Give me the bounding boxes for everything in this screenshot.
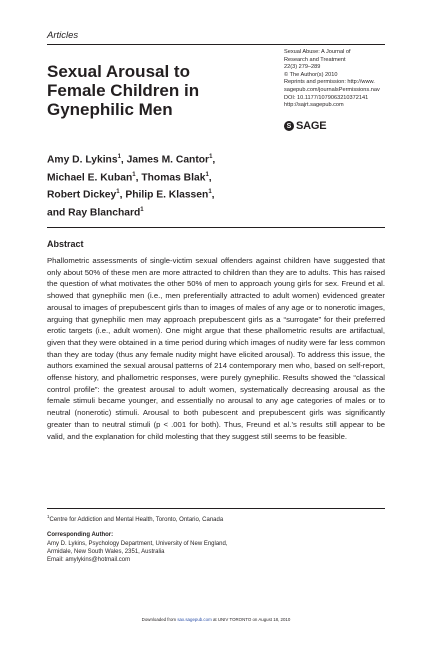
author-separator: , (135, 172, 142, 184)
author-affiliation-mark: 1 (132, 171, 136, 178)
corresponding-author-email: Email: amylykins@hotmail.com (47, 557, 131, 563)
author-separator: , (120, 154, 127, 166)
affiliation-text: Centre for Addiction and Mental Health, Toronto, Ontario, Canada (49, 517, 224, 523)
author-separator: , (208, 172, 212, 184)
journal-info-line: sagepub.com/journalsPermissions.nav (284, 86, 380, 93)
author-name: Philip E. Klassen (125, 189, 209, 201)
author-separator: , (119, 189, 126, 201)
publisher-logo (284, 120, 326, 132)
footnote-rule (47, 508, 385, 509)
author-affiliation-mark: 1 (116, 189, 120, 196)
author-separator: , (211, 189, 215, 201)
top-rule (47, 44, 385, 45)
section-label: Articles (47, 30, 79, 41)
author-name: James M. Cantor (126, 154, 210, 166)
corresponding-author-line: Armidale, New South Wales, 2351, Australia (47, 549, 165, 555)
journal-info-line: http://sajrt.sagepub.com (284, 102, 344, 109)
author-list (47, 150, 287, 221)
author-name: and Ray Blanchard (47, 207, 141, 219)
journal-info-line: Sexual Abuse: A Journal of (284, 49, 351, 55)
author-affiliation-mark: 1 (117, 154, 121, 160)
journal-info-line: Reprints and permission: http://www. (284, 79, 375, 86)
author-separator: , (212, 154, 216, 166)
author-name: Michael E. Kuban (47, 172, 133, 184)
author-affiliation-mark: 1 (140, 206, 144, 213)
abstract-heading: Abstract (47, 239, 84, 249)
article-title: Sexual Arousal to Female Children in Gynephilic Men (47, 62, 200, 119)
download-prefix: Downloaded from (141, 617, 178, 622)
author-affiliation-mark: 1 (205, 171, 209, 178)
affiliation-note (47, 514, 223, 523)
corresponding-author-heading: Corresponding Author: (47, 532, 114, 538)
author-name: Robert Dickey (47, 189, 117, 201)
abstract-text: Phallometric assessments of single-victim sexual offenders against children have suggested that only about 50% of these men are more attracted to children than they are to adults. This has raised the question of what motivates the other 50% of men to approach young girls for sex. Freund et al. showed that gynephilic men (i.e., men preferentially attracted to adult women) evidenced greater arousal to images of prepubescent girls than to images of males of any age or to nonerotic images, arguing that gynephilic men may approach prepubescent girls as a “surrogate” for their preferred erotic targets (i.e., adult women). One might argue that these phallometric results are artifactual, given that they were obtained in a time period during which images of nudity were far less common than they are today (thus any female nudity might have elicited arousal). To address this issue, the authors examined the sexual arousal patterns of 214 contemporary men who, based on self-report, offense history, and phallometric responses, were purely gynephilic. Results showed the “classical control profile”: the greatest arousal to adult women, systematically decreasing arousal as the female stimuli became younger, and essentially no arousal to any age categories of males or to neutral (nonerotic) stimuli. Arousal to both pubescent and prepubescent girls was significantly greater than to neutral stimuli (p < .001 for both). Thus, Freund et al.’s results still appear to be valid, and the explanation for child molesting that they suggest still seems to be feasible. (47, 256, 385, 441)
author-affiliation-mark: 1 (209, 154, 213, 160)
publisher-name: SAGE (296, 120, 327, 132)
download-suffix: at UNIV TORONTO on August 18, 2010 (211, 617, 291, 622)
download-notice (0, 617, 432, 622)
journal-info-line: 22(3) 279–289 (284, 64, 321, 71)
affiliation-mark: 1 (47, 514, 50, 519)
journal-info-line: Research and Treatment (284, 56, 346, 63)
author-affiliation-mark: 1 (208, 189, 212, 196)
author-name: Thomas Blak (141, 172, 206, 184)
journal-info-line: © The Author(s) 2010 (284, 71, 338, 78)
journal-info-line: DOI: 10.1177/1079063210372141 (284, 94, 369, 101)
corresponding-author-line: Amy D. Lykins, Psychology Department, University of New England, (47, 541, 228, 547)
author-name: Amy D. Lykins (47, 154, 118, 166)
sage-logo-icon: S (284, 121, 294, 131)
abstract-rule (47, 227, 385, 228)
download-link[interactable]: sax.sagepub.com (177, 617, 212, 622)
journal-info (284, 49, 404, 110)
